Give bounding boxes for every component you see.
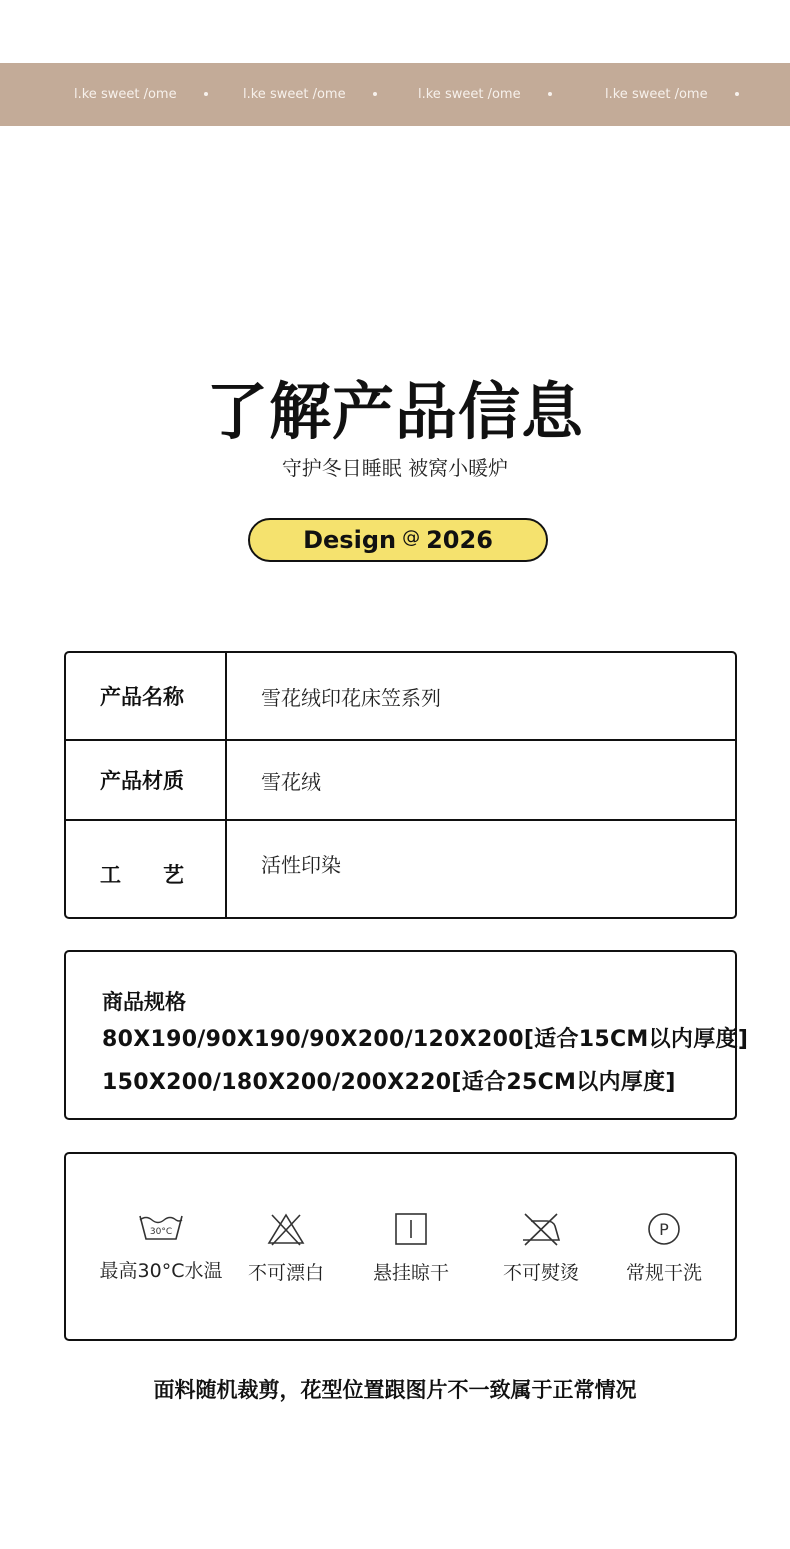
spec-line: 80X190/90X190/90X200/120X200[适合15CM以内厚度] [102, 1027, 749, 1052]
row-value: 活性印染 [261, 853, 341, 877]
banner-text: l.ke sweet /ome [243, 87, 346, 102]
banner-text: l.ke sweet /ome [74, 87, 177, 102]
page-title: 了解产品信息 [205, 375, 584, 448]
spec-box [64, 950, 749, 1120]
table-row [66, 741, 735, 819]
spec-title: 商品规格 [102, 990, 186, 1014]
page-subtitle: 守护冬日睡眠 被窝小暖炉 [281, 456, 509, 480]
dry-clean-letter: P [659, 1220, 669, 1239]
spec-line: 150X200/180X200/200X220[适合25CM以内厚度] [102, 1070, 676, 1095]
wash-30-icon [137, 1212, 185, 1244]
care-label: 常规干洗 [625, 1262, 702, 1284]
dry-clean-p-icon [644, 1212, 684, 1246]
badge-at: @ [402, 526, 421, 548]
care-label: 悬挂晾干 [372, 1262, 449, 1284]
badge-year: 2026 [426, 526, 493, 554]
no-bleach-icon [266, 1212, 306, 1246]
line-dry-icon [391, 1212, 431, 1246]
banner-dot [204, 92, 208, 96]
row-label: 产品材质 [100, 769, 184, 793]
care-label: 不可熨烫 [502, 1262, 579, 1284]
footnote: 面料随机裁剪，花型位置跟图片不一致属于正常情况 [153, 1378, 637, 1402]
design-badge [248, 518, 548, 562]
care-item [599, 1212, 729, 1285]
care-instructions-box [64, 1152, 737, 1341]
table-row [66, 653, 735, 739]
banner-dot [548, 92, 552, 96]
badge-text: Design [303, 526, 397, 554]
top-banner [0, 63, 790, 126]
care-item [346, 1212, 476, 1285]
banner-dot [735, 92, 739, 96]
care-label: 最高30°C水温 [99, 1260, 223, 1282]
row-label: 产品名称 [100, 685, 184, 709]
product-info-table [64, 651, 737, 919]
banner-text: l.ke sweet /ome [605, 87, 708, 102]
care-item [476, 1212, 606, 1285]
row-value: 雪花绒印花床笠系列 [261, 685, 441, 710]
care-item [221, 1212, 351, 1285]
wash-temp-text: 30°C [149, 1227, 173, 1237]
table-row [66, 821, 735, 917]
no-iron-icon [519, 1212, 563, 1246]
row-value: 雪花绒 [261, 769, 321, 794]
care-item [96, 1212, 226, 1283]
row-label: 工 艺 [100, 863, 184, 887]
banner-text: l.ke sweet /ome [418, 87, 521, 102]
banner-dot [373, 92, 377, 96]
care-label: 不可漂白 [247, 1262, 324, 1284]
